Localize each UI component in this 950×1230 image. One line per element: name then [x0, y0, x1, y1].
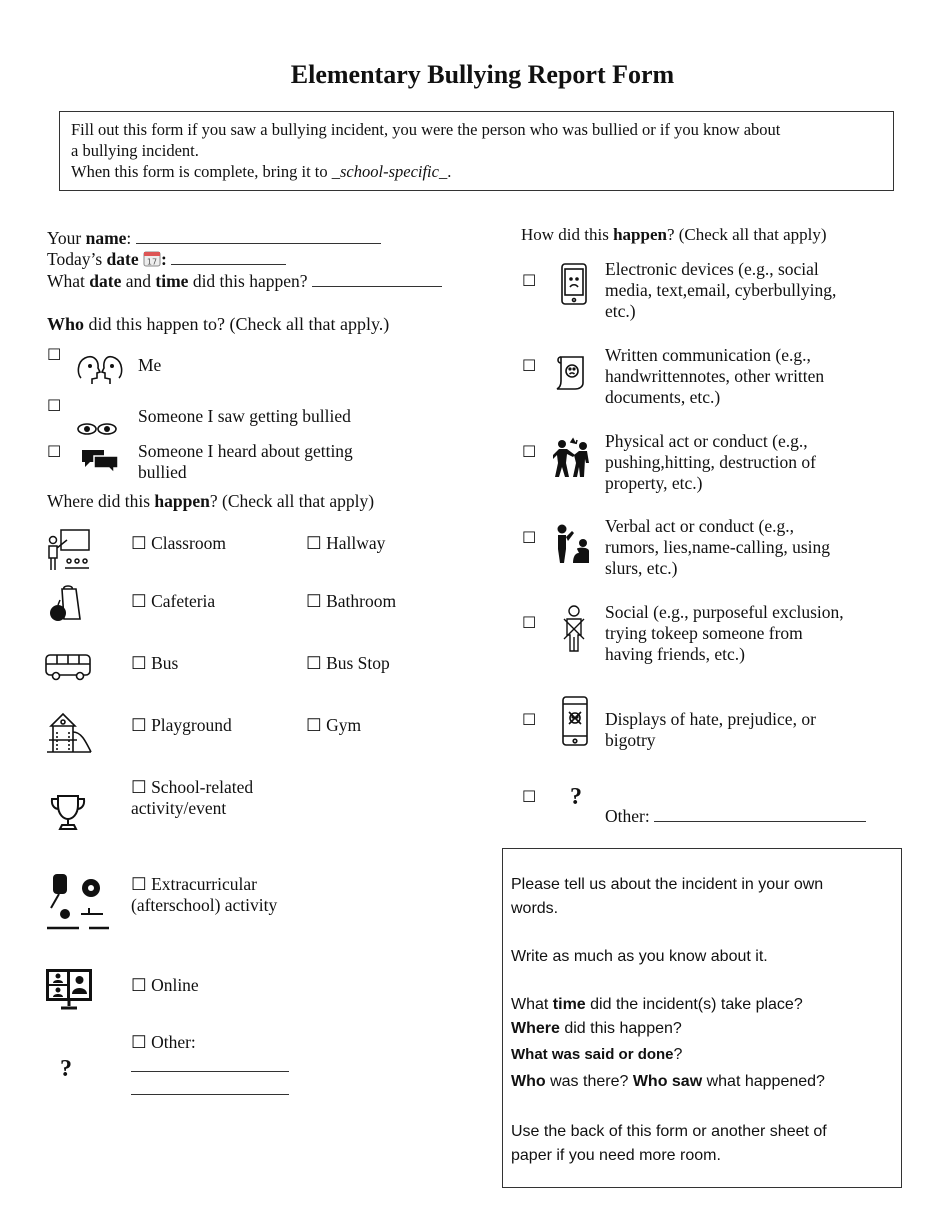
where-school-event-option[interactable]: ☐ School-related activity/event [131, 777, 254, 818]
how-other-input-line[interactable] [654, 807, 866, 822]
box-question-time: What time did the incident(s) take place? [511, 996, 803, 1013]
instructions-box [59, 111, 894, 191]
todays-date-label: Today’s date 17 : [47, 249, 286, 270]
excluded-person-icon [562, 605, 586, 653]
how-other-checkbox[interactable]: ☐ [522, 787, 537, 806]
where-extracurricular-option[interactable]: ☐ Extracurricular (afterschool) activity [131, 874, 278, 915]
how-physical-checkbox[interactable]: ☐ [522, 442, 537, 461]
where-heading: Where did this happen? (Check all that apply) [47, 491, 375, 511]
eyes-icon [77, 422, 117, 436]
incident-description-box[interactable] [502, 848, 902, 1188]
online-video-call-icon [45, 968, 93, 1010]
where-classroom-option[interactable]: ☐ Classroom [131, 533, 226, 553]
page-title: Elementary Bullying Report Form [290, 60, 675, 89]
how-physical-label: Physical act or conduct (e.g., pushing,hitting, destruction of property, etc.) [605, 431, 816, 493]
question-mark-icon: ? [60, 1056, 72, 1082]
where-bathroom-option[interactable]: ☐ Bathroom [306, 591, 397, 611]
box-instruction: Use the back of this form or another sheet of paper if you need more room. [511, 1123, 827, 1164]
sad-phone-icon [560, 263, 588, 305]
extracurricular-icon [45, 872, 111, 930]
where-other-line[interactable] [131, 1071, 289, 1072]
how-other-label: Other: [605, 806, 866, 827]
how-social-label: Social (e.g., purposeful exclusion, trying tokeep someone from having friends, etc.) [605, 602, 844, 664]
calendar-icon [143, 250, 161, 267]
box-instruction: Please tell us about the incident in your own words. [511, 876, 824, 917]
where-bus-stop-option[interactable]: ☐ Bus Stop [306, 653, 390, 673]
instructions-line: Fill out this form if you saw a bullying incident, you were the person who was bullied or if you know about [71, 120, 781, 139]
how-hate-checkbox[interactable]: ☐ [522, 710, 537, 729]
bus-icon [44, 652, 94, 682]
school-placeholder: _school-specific_ [331, 162, 448, 181]
where-gym-option[interactable]: ☐ Gym [306, 715, 362, 735]
how-social-checkbox[interactable]: ☐ [522, 613, 537, 632]
who-me-label: Me [138, 355, 162, 375]
how-electronic-checkbox[interactable]: ☐ [522, 271, 537, 290]
incident-date-input-line[interactable] [312, 272, 442, 287]
where-bus-option[interactable]: ☐ Bus [131, 653, 179, 673]
trophy-icon [48, 793, 88, 833]
hate-phone-icon [561, 696, 589, 746]
how-written-checkbox[interactable]: ☐ [522, 356, 537, 375]
todays-date-input-line[interactable] [171, 250, 286, 265]
box-question-what: What was said or done? [511, 1046, 683, 1063]
how-heading: How did this happen? (Check all that apply) [521, 225, 827, 244]
instructions-line: When this form is complete, bring it to _school-specific_. [71, 162, 452, 181]
who-me-checkbox[interactable]: ☐ [47, 345, 62, 364]
faces-icon [75, 352, 125, 386]
name-field-label: Your name: [47, 228, 381, 249]
who-heard-label: Someone I heard about getting bullied [138, 441, 353, 482]
incident-date-label: What date and time did this happen? [47, 271, 442, 292]
how-verbal-label: Verbal act or conduct (e.g., rumors, lies,name-calling, using slurs, etc.) [605, 516, 831, 578]
box-instruction: Write as much as you know about it. [511, 948, 768, 965]
classroom-icon [45, 528, 91, 572]
how-hate-label: Displays of hate, prejudice, or bigotry [605, 709, 816, 750]
who-heard-checkbox[interactable]: ☐ [47, 442, 62, 461]
box-question-where: Where did this happen? [511, 1020, 682, 1037]
where-hallway-option[interactable]: ☐ Hallway [306, 533, 386, 553]
lunch-apple-icon [48, 585, 82, 623]
scroll-note-icon [553, 353, 587, 391]
question-mark-icon: ? [570, 784, 582, 810]
verbal-shouting-icon [555, 523, 593, 565]
who-heading: Who did this happen to? (Check all that apply.) [47, 314, 390, 334]
where-other-line[interactable] [131, 1094, 289, 1095]
how-written-label: Written communication (e.g., handwrittennotes, other written documents, etc.) [605, 345, 825, 407]
where-playground-option[interactable]: ☐ Playground [131, 715, 232, 735]
instructions-line: a bullying incident. [71, 141, 199, 160]
where-other-option[interactable]: ☐ Other: [131, 1032, 196, 1052]
playground-icon [45, 710, 93, 754]
how-verbal-checkbox[interactable]: ☐ [522, 528, 537, 547]
who-saw-label: Someone I saw getting bullied [138, 406, 351, 426]
calendar-day-text: 17 [146, 257, 158, 267]
where-cafeteria-option[interactable]: ☐ Cafeteria [131, 591, 216, 611]
box-question-who: Who was there? Who saw what happened? [511, 1073, 825, 1090]
name-input-line[interactable] [136, 229, 381, 244]
where-online-option[interactable]: ☐ Online [131, 975, 199, 995]
pushing-figures-icon [553, 437, 591, 479]
who-saw-checkbox[interactable]: ☐ [47, 396, 62, 415]
how-electronic-label: Electronic devices (e.g., social media, text,email, cyberbullying, etc.) [605, 259, 837, 321]
speech-bubbles-icon [80, 448, 120, 474]
